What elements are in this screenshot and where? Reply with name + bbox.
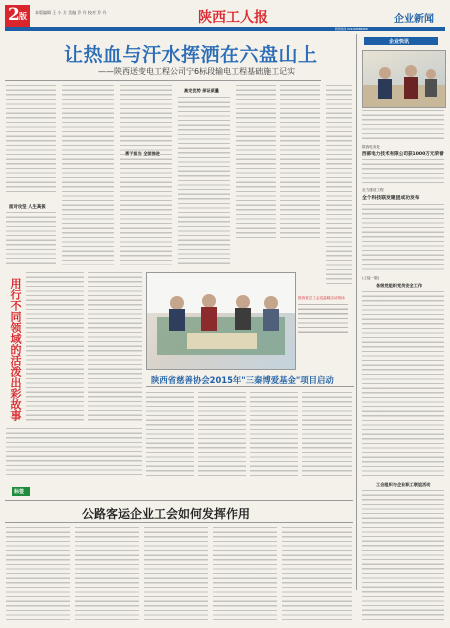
photo-main bbox=[146, 272, 296, 370]
photo-caption-text: 陕西省总工会送温暖活动现场 bbox=[298, 296, 345, 300]
sidebar-news-2: 西部电力技术有限公司获1000万元荣誉 bbox=[362, 152, 444, 157]
lead-column-7 bbox=[326, 85, 352, 285]
sidebar-news-7: 工会组织与企业职工联谊活动 bbox=[376, 482, 431, 487]
sidebar-news-3: 全力建设工程 bbox=[362, 188, 384, 192]
mid-story-a bbox=[146, 392, 194, 478]
story-2-text-a bbox=[26, 272, 84, 422]
sidebar-news-6-text bbox=[362, 291, 444, 477]
sidebar-photo bbox=[362, 50, 446, 108]
bottom-story-b bbox=[75, 527, 139, 623]
lead-column-5 bbox=[236, 85, 276, 240]
page-number: 2 bbox=[8, 5, 20, 25]
lead-title: 让热血与汗水挥洒在六盘山上 bbox=[64, 44, 318, 66]
kicker-2: 勇于担当 全面推进 bbox=[125, 151, 160, 156]
bottom-headline: 公路客运企业工会如何发挥作用 bbox=[82, 507, 251, 521]
lead-column-1b bbox=[6, 212, 56, 266]
lead-column-2 bbox=[62, 85, 114, 265]
mid-story-b bbox=[198, 392, 246, 478]
sidebar-news-6: 各级党组织党员安全工作 bbox=[376, 283, 423, 288]
sidebar-photo-scene bbox=[363, 51, 445, 107]
bottom-story-a bbox=[6, 527, 70, 623]
sidebar-tag-text: 企业快讯 bbox=[389, 39, 410, 45]
mid-story-d bbox=[302, 392, 352, 478]
photo-scene bbox=[147, 273, 295, 369]
mid-headline: 陕西省慈善协会2015年"三秦博爱基金"项目启动 bbox=[151, 375, 334, 385]
section-title: 企业新闻 bbox=[394, 14, 434, 25]
lead-column-1 bbox=[6, 85, 56, 195]
bottom-story-d bbox=[213, 527, 277, 623]
label-bar-text: 标签 bbox=[14, 489, 25, 495]
side-heading: 面对攻坚 人生高拔 bbox=[9, 205, 46, 210]
info-line: 本版编辑 王 小 方 美编 乔 丹 校对 乔 丹 bbox=[35, 10, 107, 15]
sidebar-news-4-text bbox=[362, 204, 444, 272]
story-2-text-c bbox=[6, 428, 142, 478]
lead-column-3 bbox=[120, 85, 172, 265]
lead-column-4 bbox=[178, 97, 230, 267]
page-label: 版 bbox=[19, 12, 27, 21]
lead-subtitle: ——陕西送变电工程公司宁6标段输电工程基础施工记实 bbox=[98, 67, 296, 76]
story-2-text-b bbox=[88, 272, 142, 422]
bottom-story-e bbox=[282, 527, 352, 623]
sidebar-news-2-text bbox=[362, 159, 444, 183]
lead-column-6 bbox=[280, 85, 320, 240]
sidebar-caption bbox=[362, 110, 444, 140]
bottom-story-c bbox=[144, 527, 208, 623]
sidebar-news-4: 全个科技联发建团成功发布 bbox=[362, 196, 420, 201]
mid-story-c bbox=[250, 392, 298, 478]
masthead bbox=[5, 5, 445, 31]
paper-name: 陕西工人报 bbox=[198, 10, 268, 26]
sidebar-news-1: 陕西电务处 bbox=[362, 145, 380, 149]
sidebar-news-5: (上接一版) bbox=[362, 276, 380, 280]
phone-line: 新闻热线 029-88888888 bbox=[335, 27, 368, 31]
kicker-1: 高定优势 保证质量 bbox=[184, 88, 219, 93]
sidebar-news-7-text bbox=[362, 490, 444, 622]
masthead-bar bbox=[5, 27, 445, 31]
vertical-headline: 用行不同领域的活泼出彩故事 bbox=[9, 278, 22, 421]
photo-caption-lines bbox=[298, 304, 348, 336]
